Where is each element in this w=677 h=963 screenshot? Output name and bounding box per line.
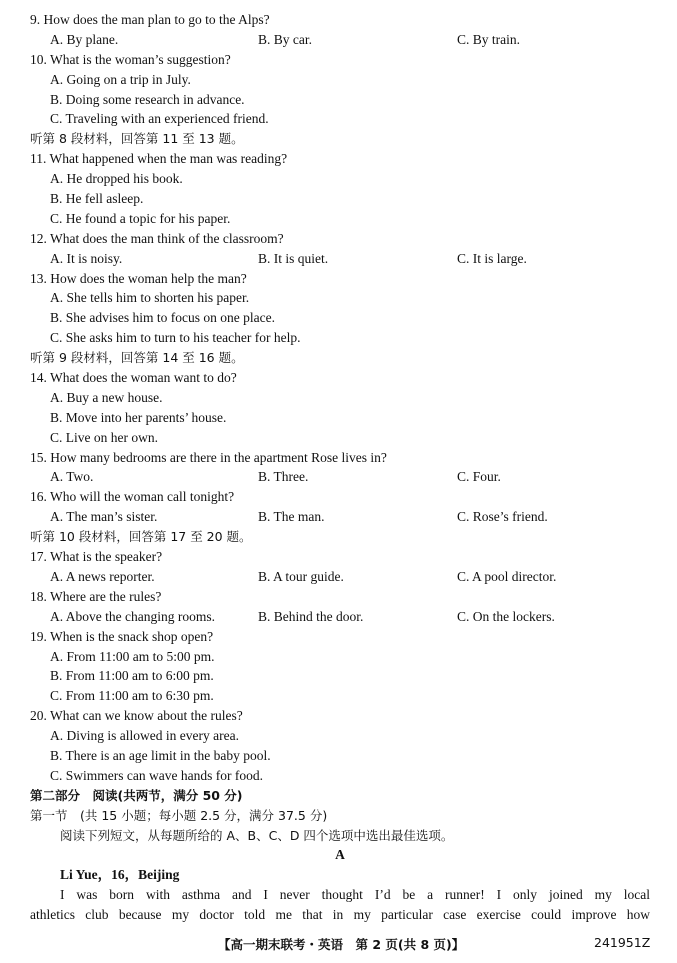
option-b: B. He fell asleep.	[50, 191, 144, 207]
question-10: 10. What is the woman’s suggestion?	[30, 51, 231, 67]
section-heading-8: 听第 8 段材料，回答第 11 至 13 题。	[30, 131, 244, 147]
question-12: 12. What does the man think of the classroom?	[30, 230, 284, 246]
section-heading-10: 听第 10 段材料，回答第 17 至 20 题。	[30, 529, 252, 545]
question-19: 19. When is the snack shop open?	[30, 628, 214, 644]
option-c: C. Live on her own.	[50, 429, 158, 445]
passage-text-line-1: I was born with asthma and I never thought I’d be a runner! I only joined my local	[60, 887, 650, 903]
option-b: B. From 11:00 am to 6:00 pm.	[50, 668, 214, 684]
option-c: C. On the lockers.	[457, 608, 555, 624]
option-a: A. Going on a trip in July.	[50, 71, 191, 87]
option-b: B. A tour guide.	[258, 568, 344, 584]
passage-author: Li Yue，16，Beijing	[60, 867, 180, 883]
footer-code: 241951Z	[594, 935, 651, 950]
option-b: B. Behind the door.	[258, 608, 364, 624]
option-c: C. She asks him to turn to his teacher for help.	[50, 330, 301, 346]
option-c: C. Four.	[457, 469, 501, 485]
question-17-options	[30, 567, 650, 587]
question-9-options	[30, 30, 650, 50]
question-18: 18. Where are the rules?	[30, 588, 162, 604]
instruction: 阅读下列短文，从每题所给的 A、B、C、D 四个选项中选出最佳选项。	[60, 827, 454, 843]
question-15: 15. How many bedrooms are there in the apartment Rose lives in?	[30, 449, 387, 465]
option-a: A. By plane.	[50, 31, 119, 47]
passage-text-line-2: athletics club because my doctor told me that in my particular case exercise could improve how	[30, 907, 650, 923]
option-b: B. She advises him to focus on one place.	[50, 310, 275, 326]
page-content	[30, 10, 650, 925]
question-18-options	[30, 607, 650, 627]
question-11: 11. What happened when the man was reading?	[30, 151, 288, 167]
question-12-options	[30, 249, 650, 269]
option-c: C. Swimmers can wave hands for food.	[50, 767, 263, 783]
passage-letter: A	[335, 847, 345, 863]
option-a: A. Above the changing rooms.	[50, 608, 215, 624]
question-17: 17. What is the speaker?	[30, 549, 163, 565]
option-a: A. She tells him to shorten his paper.	[50, 290, 250, 306]
question-13: 13. How does the woman help the man?	[30, 270, 247, 286]
option-c: C. It is large.	[457, 250, 527, 266]
question-20: 20. What can we know about the rules?	[30, 708, 243, 724]
option-b: B. It is quiet.	[258, 250, 329, 266]
option-b: B. Doing some research in advance.	[50, 91, 245, 107]
option-b: B. By car.	[258, 31, 312, 47]
question-16: 16. Who will the woman call tonight?	[30, 489, 235, 505]
option-a: A. He dropped his book.	[50, 171, 183, 187]
part-two-heading: 第二部分 阅读(共两节，满分 50 分)	[30, 787, 243, 803]
option-b: B. The man.	[258, 509, 325, 525]
option-c: C. He found a topic for his paper.	[50, 210, 231, 226]
option-a: A. A news reporter.	[50, 568, 155, 584]
question-9: 9. How does the man plan to go to the Alps?	[30, 12, 270, 27]
question-15-options	[30, 467, 650, 487]
option-b: B. Three.	[258, 469, 309, 485]
option-c: C. From 11:00 am to 6:30 pm.	[50, 688, 214, 704]
option-c: C. By train.	[457, 31, 520, 47]
question-14: 14. What does the woman want to do?	[30, 370, 237, 386]
option-a: A. Two.	[50, 469, 94, 485]
option-a: A. The man’s sister.	[50, 509, 158, 525]
option-a: A. From 11:00 am to 5:00 pm.	[50, 648, 215, 664]
question-16-options	[30, 507, 650, 527]
section-heading-9: 听第 9 段材料，回答第 14 至 16 题。	[30, 350, 244, 366]
part-two-section-one: 第一节 (共 15 小题；每小题 2.5 分，满分 37.5 分)	[30, 807, 328, 823]
page-footer	[0, 935, 677, 955]
option-a: A. Buy a new house.	[50, 389, 163, 405]
option-c: C. Rose’s friend.	[457, 509, 548, 525]
option-a: A. It is noisy.	[50, 250, 123, 266]
option-a: A. Diving is allowed in every area.	[50, 728, 239, 744]
option-b: B. There is an age limit in the baby pool.	[50, 747, 271, 763]
footer-title: 【高一期末联考・英语 第 2 页(共 8 页)】	[218, 937, 465, 952]
option-b: B. Move into her parents’ house.	[50, 409, 227, 425]
option-c: C. Traveling with an experienced friend.	[50, 111, 269, 127]
option-c: C. A pool director.	[457, 568, 557, 584]
